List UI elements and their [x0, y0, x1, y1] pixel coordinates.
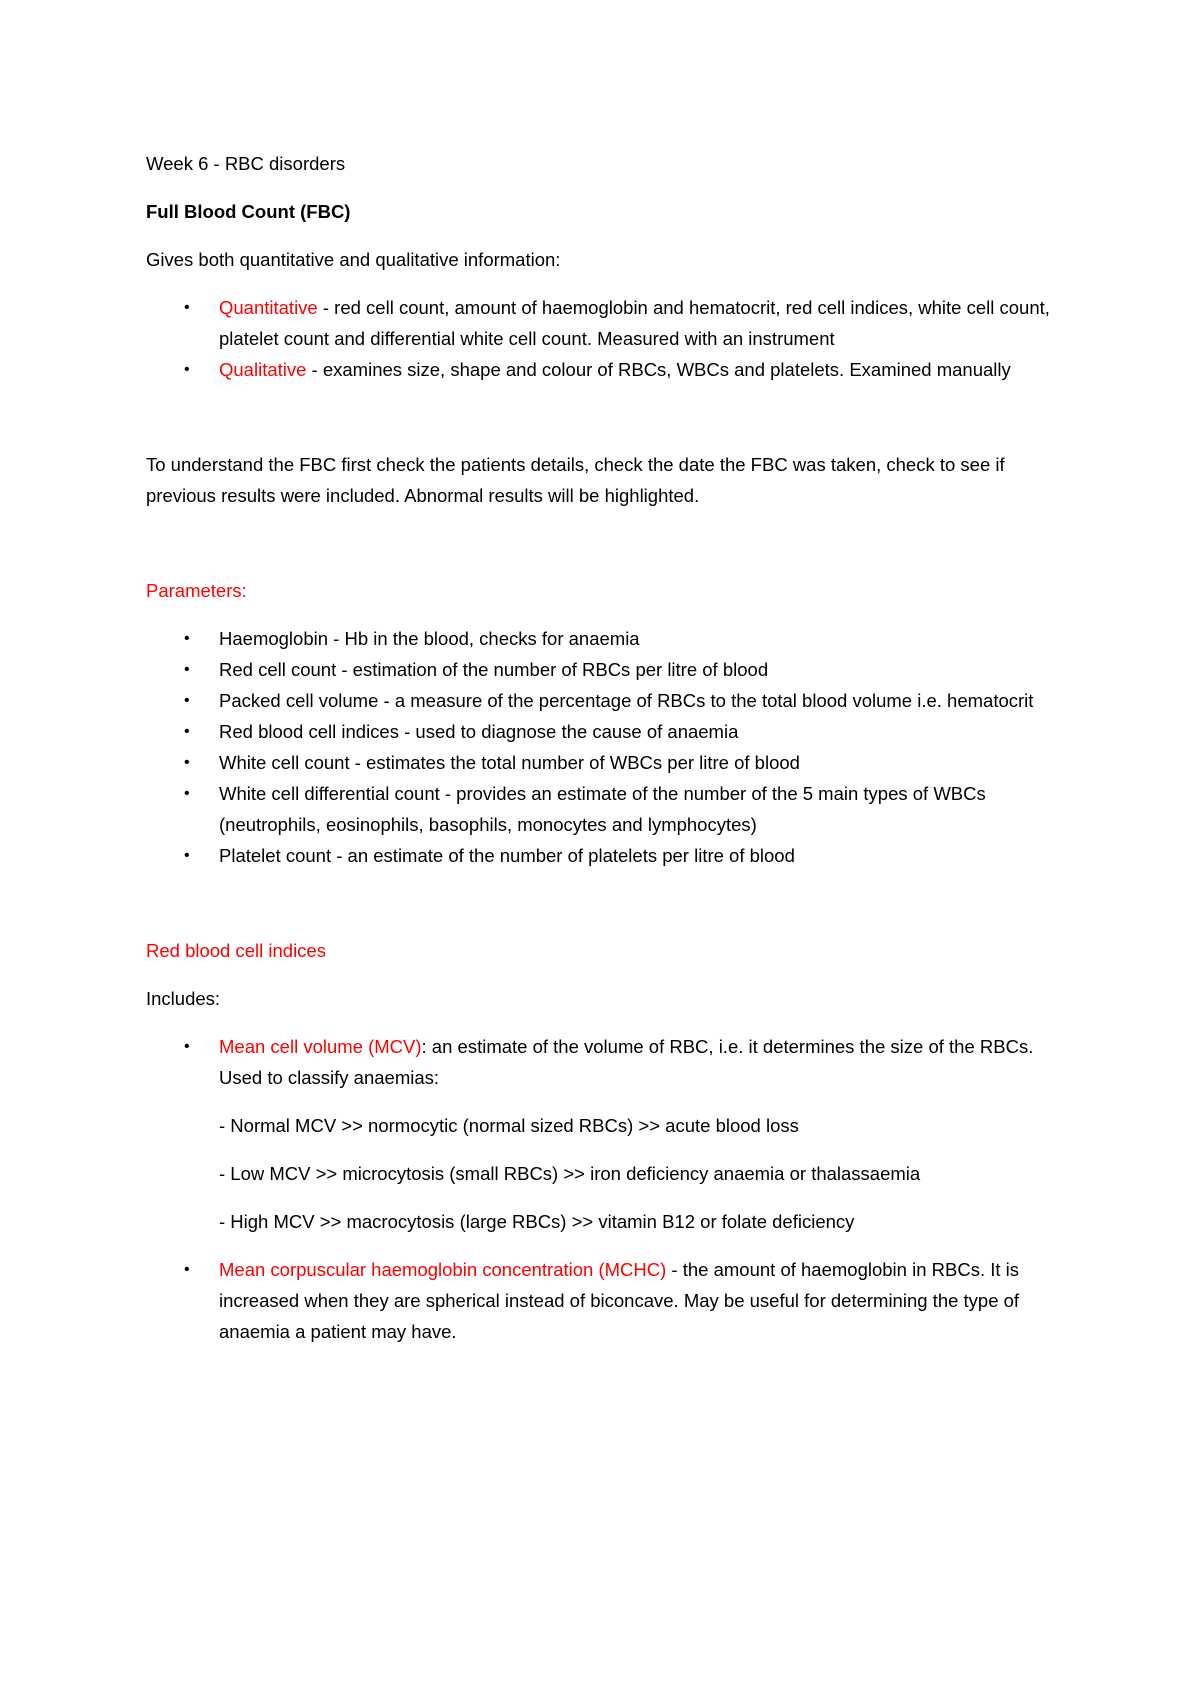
bullet-icon: • [184, 299, 190, 316]
info-list [146, 292, 1066, 385]
list-item [146, 685, 1066, 716]
document-title: Week 6 - RBC disorders [146, 153, 346, 174]
fbc-intro: Gives both quantitative and qualitative information: [146, 249, 561, 270]
bullet-icon: • [184, 847, 190, 864]
list-item [146, 292, 1066, 354]
qualitative-term: Qualitative [219, 359, 307, 380]
bullet-icon: • [184, 1038, 190, 1055]
bullet-icon: • [184, 723, 190, 740]
mcv-sub-normal: - Normal MCV >> normocytic (normal sized RBCs) >> acute blood loss [219, 1115, 799, 1136]
mcv-sub-high: - High MCV >> macrocytosis (large RBCs) >> vitamin B12 or folate deficiency [219, 1211, 855, 1232]
list-item [146, 778, 1066, 840]
parameter-text: Haemoglobin - Hb in the blood, checks for anaemia [219, 628, 640, 649]
parameter-text: Platelet count - an estimate of the number of platelets per litre of blood [219, 845, 795, 866]
list-item [146, 747, 1066, 778]
quantitative-text: - red cell count, amount of haemoglobin and hematocrit, red cell indices, white cell count, platelet count and differential white cell count. Measured with an instrument [219, 297, 1050, 349]
bullet-icon: • [184, 630, 190, 647]
fbc-heading: Full Blood Count (FBC) [146, 201, 351, 222]
bullet-icon: • [184, 661, 190, 678]
list-item [146, 354, 1066, 385]
bullet-icon: • [184, 692, 190, 709]
parameter-text: White cell count - estimates the total number of WBCs per litre of blood [219, 752, 800, 773]
bullet-icon: • [184, 754, 190, 771]
understand-paragraph: To understand the FBC first check the patients details, check the date the FBC was taken, check to see if previous results were included. Abnormal results will be highlighted. [146, 454, 1005, 506]
list-item [146, 654, 1066, 685]
parameter-text: Red cell count - estimation of the number of RBCs per litre of blood [219, 659, 769, 680]
parameters-heading: Parameters: [146, 580, 247, 601]
list-item [146, 1254, 1066, 1347]
indices-list [146, 1031, 1066, 1093]
list-item [146, 623, 1066, 654]
list-item [146, 840, 1066, 871]
mcv-sub-low: - Low MCV >> microcytosis (small RBCs) >> iron deficiency anaemia or thalassaemia [219, 1163, 921, 1184]
parameter-text: White cell differential count - provides an estimate of the number of the 5 main types of WBCs (neutrophils, eosinophils, basophils, monocytes and lymphocytes) [219, 783, 986, 835]
mchc-term: Mean corpuscular haemoglobin concentration (MCHC) [219, 1259, 667, 1280]
bullet-icon: • [184, 785, 190, 802]
mcv-term: Mean cell volume (MCV) [219, 1036, 422, 1057]
parameter-text: Red blood cell indices - used to diagnose the cause of anaemia [219, 721, 739, 742]
document-body [146, 148, 1066, 1347]
list-item [146, 1031, 1066, 1093]
indices-heading: Red blood cell indices [146, 940, 326, 961]
qualitative-text: - examines size, shape and colour of RBCs, WBCs and platelets. Examined manually [306, 359, 1011, 380]
bullet-icon: • [184, 1261, 190, 1278]
list-item [146, 716, 1066, 747]
includes-label: Includes: [146, 988, 221, 1009]
bullet-icon: • [184, 361, 190, 378]
parameter-text: Packed cell volume - a measure of the percentage of RBCs to the total blood volume i.e. hematocrit [219, 690, 1034, 711]
parameters-list [146, 623, 1066, 871]
mcv-text: : an estimate of the volume of RBC, i.e. it determines the size of the RBCs. Used to classify anaemias: [219, 1036, 1034, 1088]
quantitative-term: Quantitative [219, 297, 318, 318]
indices-list-2 [146, 1254, 1066, 1347]
mchc-text: - the amount of haemoglobin in RBCs. It is increased when they are spherical instead of biconcave. May be useful for determining the type of anaemia a patient may have. [219, 1259, 1020, 1342]
